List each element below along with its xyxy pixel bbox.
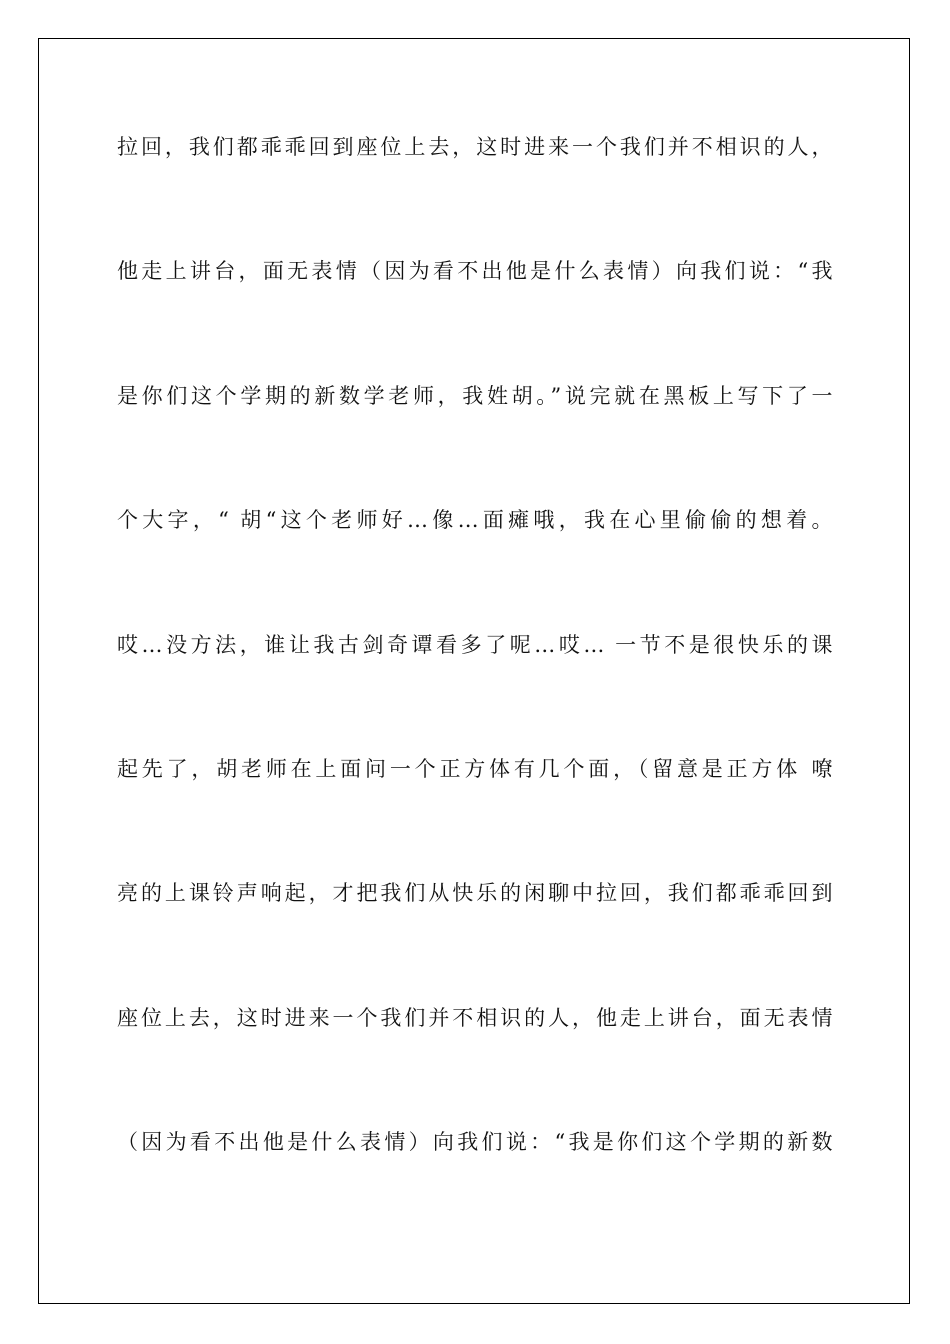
document-body	[117, 130, 833, 1250]
text-line-9: （因为看不出他是什么表情）向我们说：“我是你们这个学期的新数	[117, 1130, 833, 1155]
text-line-8: 座位上去，这时进来一个我们并不相识的人，他走上讲台，面无表情	[117, 1005, 833, 1030]
text-line-1: 拉回，我们都乖乖回到座位上去，这时进来一个我们并不相识的人，	[117, 135, 833, 159]
text-line-6: 起先了，胡老师在上面问一个正方体有几个面，（留意是正方体 嘹	[117, 756, 833, 781]
text-line-2: 他走上讲台，面无表情（因为看不出他是什么表情）向我们说：“我	[117, 259, 833, 284]
text-line-5: 哎…没方法，谁让我古剑奇谭看多了呢…哎… 一节不是很快乐的课	[117, 632, 833, 657]
text-line-7: 亮的上课铃声响起，才把我们从快乐的闲聊中拉回，我们都乖乖回到	[117, 881, 833, 906]
text-line-4: 个大字，“ 胡“这个老师好…像…面瘫哦，我在心里偷偷的想着。	[117, 508, 833, 533]
text-line-3: 是你们这个学期的新数学老师，我姓胡。”说完就在黑板上写下了一	[117, 383, 833, 408]
